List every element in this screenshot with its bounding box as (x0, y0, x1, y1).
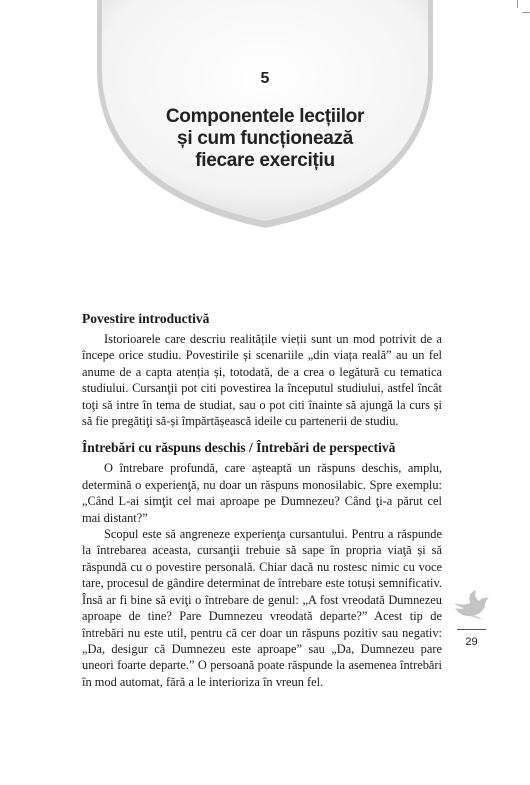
paragraph: O întrebare profundă, care așteaptă un răspuns deschis, amplu, determină o experienţă, nu doar un răspuns monosilabic. Spre exemplu: „Când L-ai simţit cel mai aproape pe Dumnezeu? Când ţi-a părut cel mai distant?” (82, 461, 442, 525)
paragraph: Scopul este să angreneze experienţa cursantului. Pentru a răspunde la întrebarea aceasta, cursanţii trebuie să sape în propria viaţă și să răspundă cu o povestire personală. Chiar dacă nu rostesc nimic cu voce tare, procesul de gândire determinat de întrebare este totuși semnificativ. Însă ar fi bine să eviţi o întrebare de genul: „A fost vreodată Dumnezeu aproape de tine? Pare Dumnezeu vreodată departe?” Acest tip de întrebări nu este util, pentru că cer doar un răspuns pozitiv sau negativ: „Da, desigur că Dumnezeu este aproape” sau „Da, Dumnezeu pare uneori foarte departe.” O persoană poate răspunde la asemenea întrebări în mod automat, fără a le interioriza în vreun fel. (82, 527, 442, 689)
section-heading: Povestire introductivă (82, 311, 210, 326)
chapter-number: 5 (260, 70, 270, 87)
page-number-rule (457, 629, 486, 630)
paragraph: Istorioarele care descriu realitățile vieții sunt un mod potrivit de a începe orice studiu. Povestirile și scenariile „din viața reală” au un fel anume de a capta atenția și, totodată, de a crea o legătură cu tematica studiului. Cursanţii pot citi povestirea la începutul studiului, astfel încât toţi să intre în tema de studiat, sau o pot citi înainte să ajungă la curs și să fie pregătiţi să-și împărtășească ideile cu partenerii de studiu. (82, 332, 442, 429)
chapter-title-line: Componentele lecțiilor (165, 106, 365, 127)
page-number: 29 (465, 636, 478, 648)
section-heading: Întrebări cu răspuns deschis / Întrebări de perspectivă (82, 440, 396, 456)
crop-mark-vertical (517, 0, 518, 8)
chapter-title-line: fiecare exercițiu (195, 150, 335, 171)
chapter-title (125, 106, 405, 172)
chapter-title-line: și cum funcționează (177, 128, 353, 149)
page-body (82, 310, 442, 690)
crop-mark-horizontal (522, 12, 530, 13)
dove-icon (452, 589, 492, 621)
